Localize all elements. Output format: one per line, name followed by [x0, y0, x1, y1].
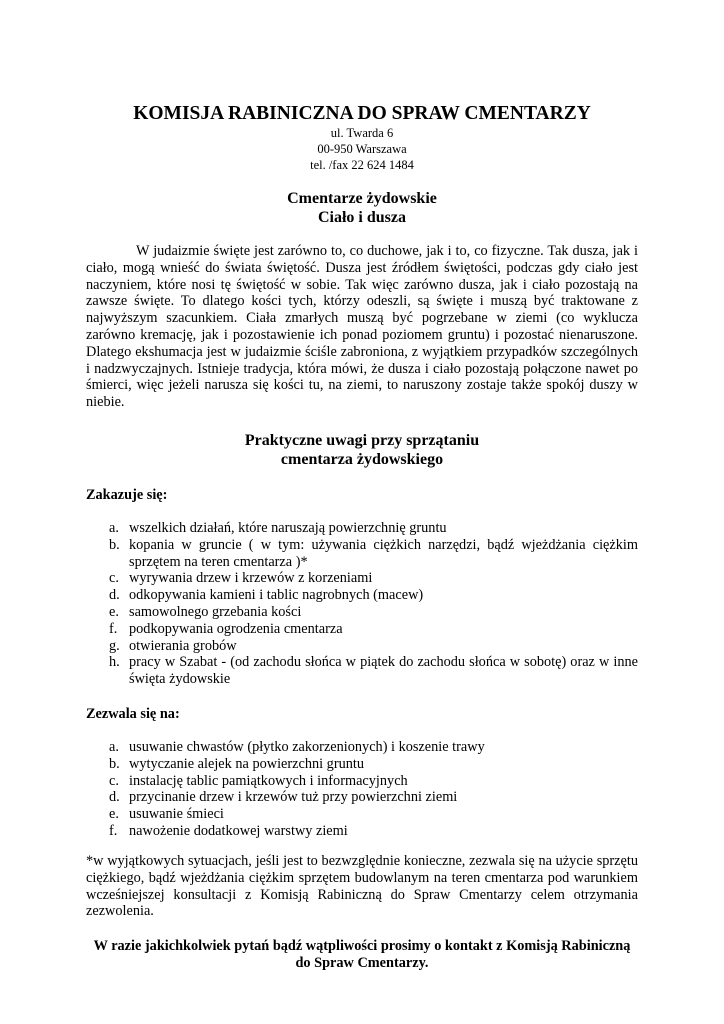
list-item — [86, 520, 638, 537]
list-marker: d. — [109, 789, 120, 806]
list-item-text: usuwanie chwastów (płytko zakorzenionych) i koszenie trawy — [129, 739, 485, 755]
list-marker: e. — [109, 806, 119, 823]
list-item-text: samowolnego grzebania kości — [129, 603, 302, 620]
organization-title: KOMISJA RABINICZNA DO SPRAW CMENTARZY — [133, 103, 591, 124]
list-item-text: podkopywania ogrodzenia cmentarza — [129, 620, 343, 637]
list-marker: c. — [109, 570, 119, 587]
list-item-text: nawożenie dodatkowej warstwy ziemi — [129, 822, 348, 839]
list-marker: d. — [109, 587, 120, 604]
list-item — [86, 789, 638, 806]
allowed-list — [86, 739, 638, 840]
intro-paragraph — [86, 243, 638, 411]
article-title-line2: Ciało i dusza — [317, 209, 406, 226]
practical-title-line2: cmentarza żydowskiego — [280, 451, 444, 468]
list-item-text: wszelkich działań, które naruszają powierzchnię gruntu — [129, 520, 447, 536]
list-marker: h. — [109, 654, 120, 671]
address-street: ul. Twarda 6 — [330, 126, 394, 140]
list-item — [86, 621, 638, 638]
list-item-text: usuwanie śmieci — [129, 806, 224, 823]
list-item-text: kopania w gruncie ( w tym: używania ciężkich narzędzi, bądź wjeżdżania ciężkim sprzętem na teren cmentarza )* — [129, 536, 638, 570]
list-marker: e. — [109, 603, 119, 620]
list-marker: f. — [109, 620, 118, 637]
letterhead — [0, 103, 724, 173]
closing-note: W razie jakichkolwiek pytań bądź wątpliwości prosimy o kontakt z Komisją Rabiniczną do Spraw Cmentarzy. — [93, 938, 631, 971]
forbidden-label: Zakazuje się: — [86, 487, 168, 503]
list-item-text: instalację tablic pamiątkowych i informacyjnych — [129, 772, 408, 789]
list-marker: f. — [109, 822, 118, 839]
list-item — [86, 604, 638, 621]
list-item-text: odkopywania kamieni i tablic nagrobnych (macew) — [129, 587, 424, 604]
article-title-line1: Cmentarze żydowskie — [287, 190, 437, 207]
list-item — [86, 773, 638, 790]
list-item — [86, 756, 638, 773]
list-item-text: przycinanie drzew i krzewów tuż przy powierzchni ziemi — [129, 789, 458, 806]
list-marker: b. — [109, 755, 120, 772]
list-marker: c. — [109, 772, 119, 789]
list-item-text: otwierania grobów — [129, 637, 237, 654]
list-item — [86, 537, 638, 571]
allowed-label: Zezwala się na: — [86, 706, 180, 722]
list-item — [86, 587, 638, 604]
phone-fax: tel. /fax 22 624 1484 — [310, 158, 414, 172]
practical-title — [0, 431, 724, 469]
list-item — [86, 570, 638, 587]
list-item-text: wyrywania drzew i krzewów z korzeniami — [129, 570, 373, 587]
list-marker: b. — [109, 536, 120, 553]
list-item — [86, 739, 638, 756]
list-marker: g. — [109, 637, 120, 654]
list-item — [86, 823, 638, 840]
list-item — [86, 638, 638, 655]
list-marker: a. — [109, 739, 119, 755]
list-item-text: wytyczanie alejek na powierzchni gruntu — [129, 755, 365, 772]
article-title — [0, 189, 724, 227]
list-item-text: pracy w Szabat - (od zachodu słońca w piątek do zachodu słońca w sobotę) oraz w inne święta żydowskie — [129, 654, 638, 688]
forbidden-list — [86, 520, 638, 688]
list-item — [86, 806, 638, 823]
practical-title-line1: Praktyczne uwagi przy sprzątaniu — [244, 432, 480, 449]
list-item — [86, 654, 638, 688]
address-city: 00-950 Warszawa — [317, 142, 407, 156]
list-marker: a. — [109, 520, 119, 536]
footnote: *w wyjątkowych sytuacjach, jeśli jest to bezwzględnie konieczne, zezwala się na użycie sprzętu ciężkiego, bądź wjeżdżania ciężkim sprzętem budowlanym na teren cmentarza pod warunkiem wcześniejszej konsultacji z Komisją Rabiniczną do Spraw Cmentarzy celem otrzymania zezwolenia. — [86, 853, 638, 920]
intro-text: W judaizmie święte jest zarówno to, co duchowe, jak i to, co fizyczne. Tak dusza, jak i ciało, mogą wnieść do świata świętość. Dusza jest źródłem świętości, podczas gdy ciało jest naczyniem, które nosi tę świętość w sobie. Tak więc zarówno dusza, jak i ciało pozostają na zawsze święte. To dlatego kości tych, którzy odeszli, są święte i muszą być traktowane z najwyższym szacunkiem. Ciała zmarłych muszą być pogrzebane w ziemi (co wyklucza zarówno kremację, jak i pozostawienie ich ponad poziomem gruntu) i pozostać nienaruszone. Dlatego ekshumacja jest w judaizmie ściśle zabroniona, z wyjątkiem przypadków szczególnych i nadzwyczajnych. Istnieje tradycja, która mówi, że dusza i ciało pozostają połączone nawet po śmierci, więc jeżeli narusza się kości tu, na ziemi, to naruszony zostaje także spokój duszy w niebie. — [86, 243, 638, 411]
